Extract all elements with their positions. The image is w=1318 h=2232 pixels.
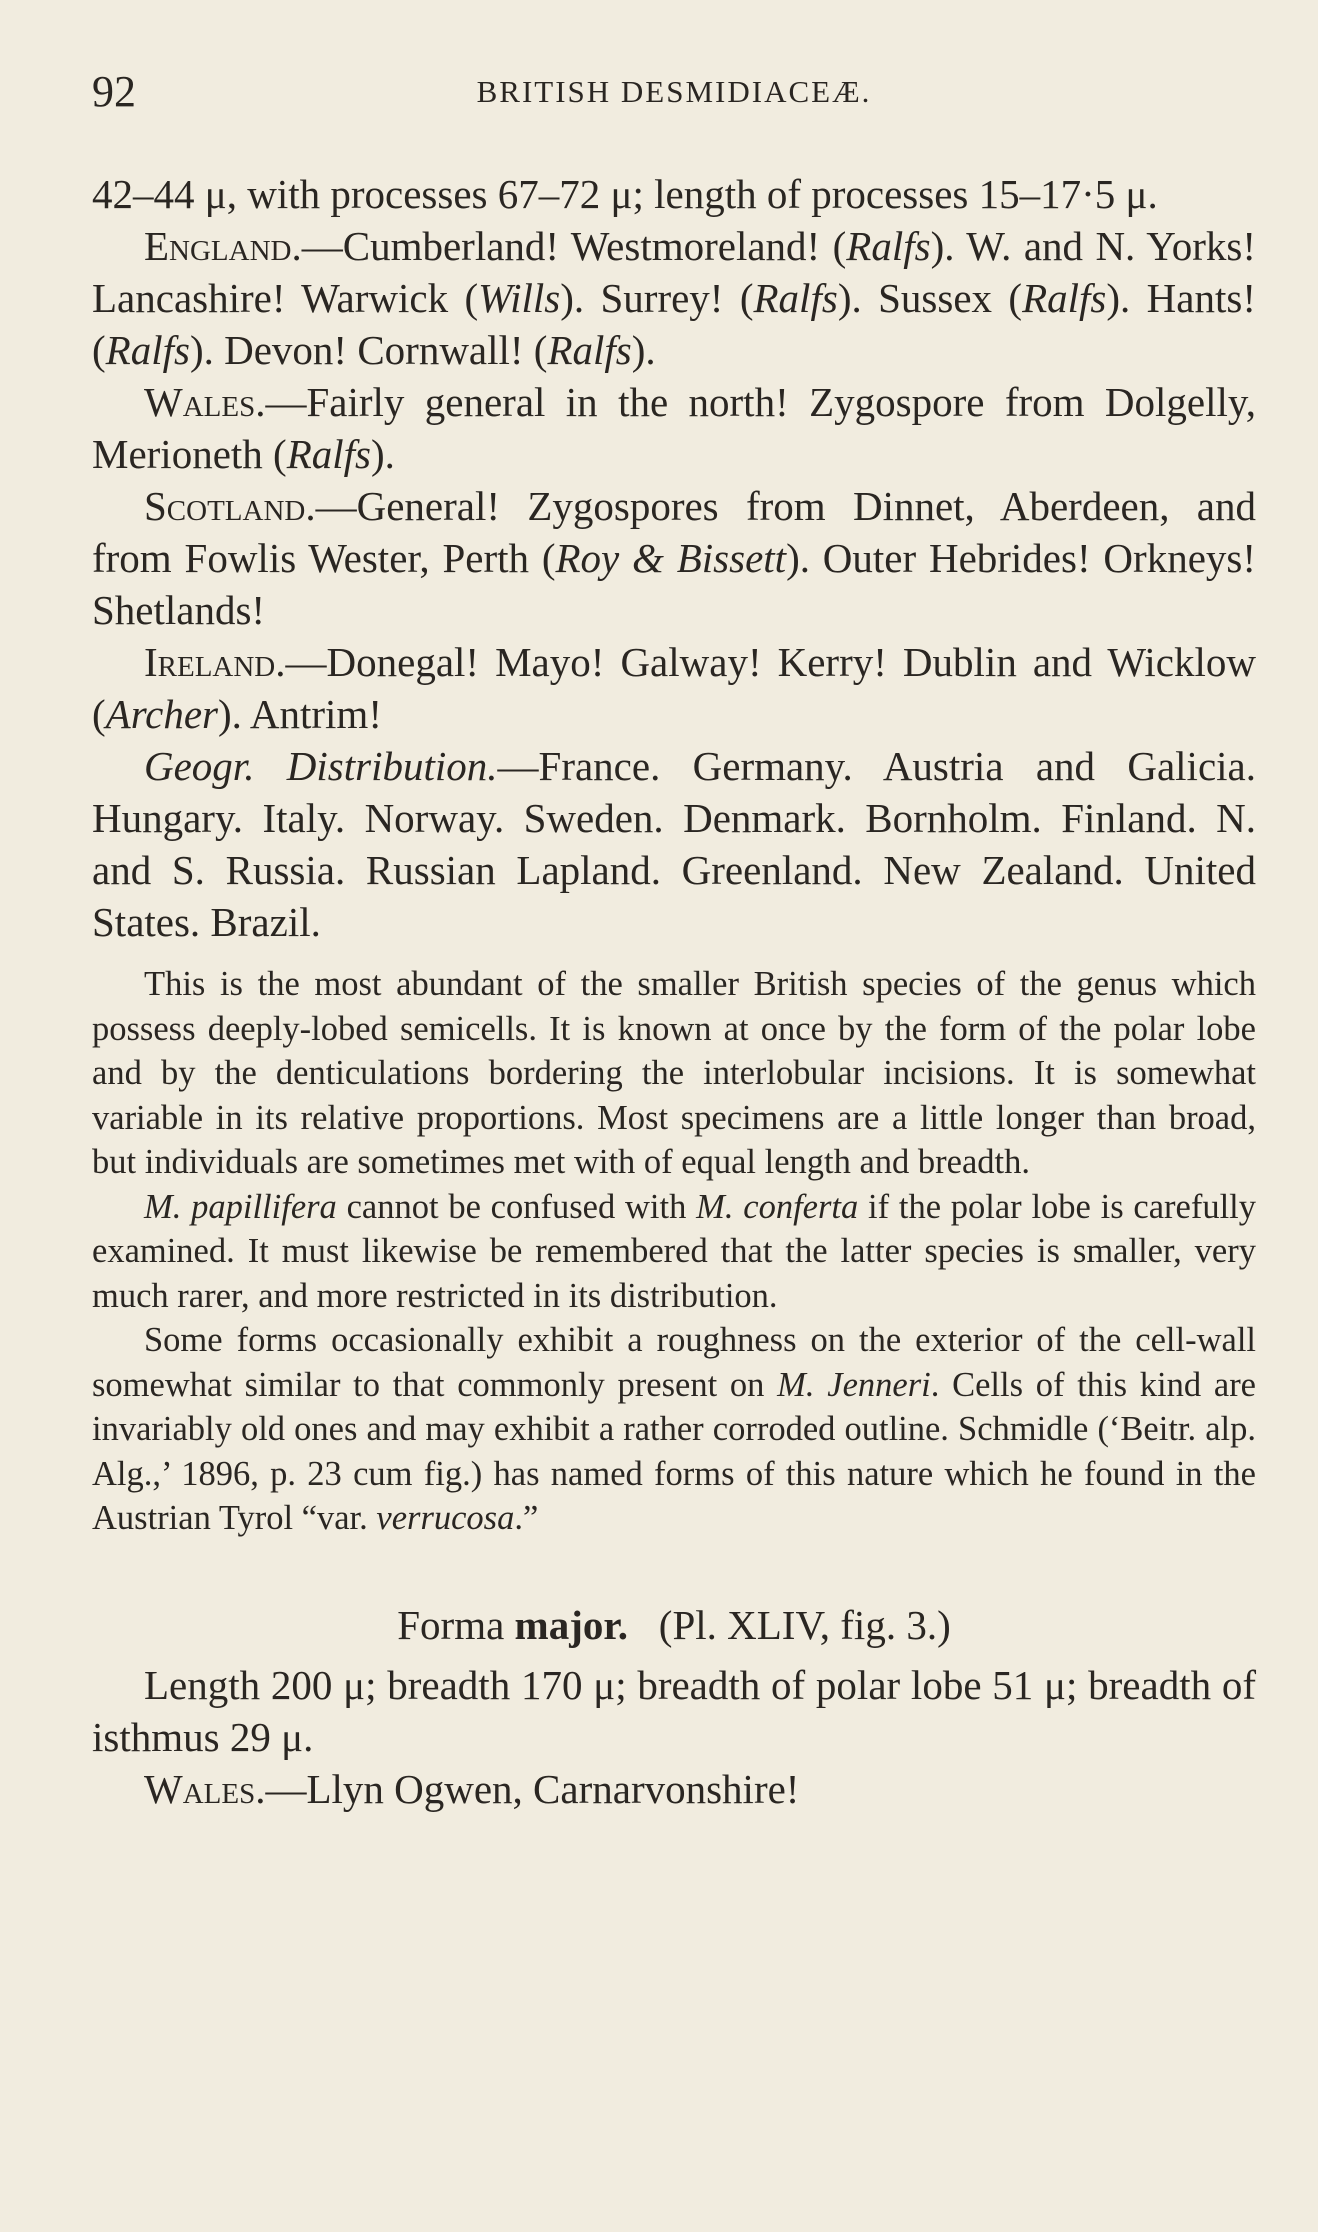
region-label: Scotland. bbox=[144, 483, 316, 529]
forma-measurement: Length 200 μ; breadth 170 μ; breadth of polar lobe 51 μ; breadth of isthmus 29 μ. bbox=[92, 1661, 1256, 1760]
measurement-text: 42–44 μ, with processes 67–72 μ; length of processes 15–17·5 μ. bbox=[92, 171, 1158, 217]
region-label: Ireland. bbox=[144, 639, 286, 685]
running-title: BRITISH DESMIDIACEÆ. bbox=[476, 74, 872, 109]
note-paragraph: Some forms occasionally exhibit a roughness on the exterior of the cell-wall somewhat similar to that commonly present on M. Jenneri. Cells of this kind are invariably old ones and may exhibit a rather corroded outline. Schmidle (‘Beitr. alp. Alg.,’ 1896, p. 23 cum fig.) has named forms of this nature which he found in the Austrian Tyrol “var. verrucosa.” bbox=[92, 1321, 1256, 1537]
region-label: Wales. bbox=[144, 379, 266, 425]
region-label: Wales. bbox=[144, 1765, 266, 1812]
forma-heading: Forma major. (Pl. XLIV, fig. 3.) bbox=[397, 1601, 951, 1648]
geographic-distribution: Geogr. Distribution.—France. Germany. Austria and Galicia. Hungary. Italy. Norway. Sweden. Denmark. Bornholm. Finland. N. and S. Russia. Russian Lapland. Greenland. New Zealand. United States. Brazil. bbox=[92, 743, 1256, 945]
scotland-record: Scotland.—General! Zygospores from Dinnet, Aberdeen, and from Fowlis Wester, Perth (Roy & Bissett). Outer Hebrides! Orkneys! Shetlands! bbox=[92, 483, 1256, 633]
wales-record: Wales.—Fairly general in the north! Zygospore from Dolgelly, Merioneth (Ralfs). bbox=[92, 379, 1256, 477]
note-paragraph: This is the most abundant of the smaller British species of the genus which possess deeply-lobed semicells. It is known at once by the form of the polar lobe and by the denticulations bordering the interlobular incisions. It is somewhat variable in its relative proportions. Most specimens are a little longer than broad, but individuals are sometimes met with of equal length and breadth. bbox=[92, 965, 1256, 1181]
distribution-label: Geogr. Distribution. bbox=[144, 743, 498, 789]
page-header bbox=[92, 66, 1256, 122]
note-paragraph: M. papillifera cannot be confused with M. conferta if the polar lobe is carefully examined. It must likewise be remembered that the latter species is smaller, very much rarer, and more restricted in its distribution. bbox=[92, 1187, 1257, 1315]
ireland-record: Ireland.—Donegal! Mayo! Galway! Kerry! Dublin and Wicklow (Archer). Antrim! bbox=[92, 639, 1256, 737]
england-record: England.—Cumberland! Westmoreland! (Ralfs). W. and N. Yorks! Lancashire! Warwick (Wills). Surrey! (Ralfs). Sussex (Ralfs). Hants! (Ralfs). Devon! Cornwall! (Ralfs). bbox=[92, 223, 1256, 373]
page-number: 92 bbox=[92, 67, 136, 116]
page-body bbox=[92, 168, 1256, 1815]
region-label: England. bbox=[144, 223, 302, 269]
forma-wales-record: Wales.—Llyn Ogwen, Carnarvonshire! bbox=[144, 1765, 800, 1812]
